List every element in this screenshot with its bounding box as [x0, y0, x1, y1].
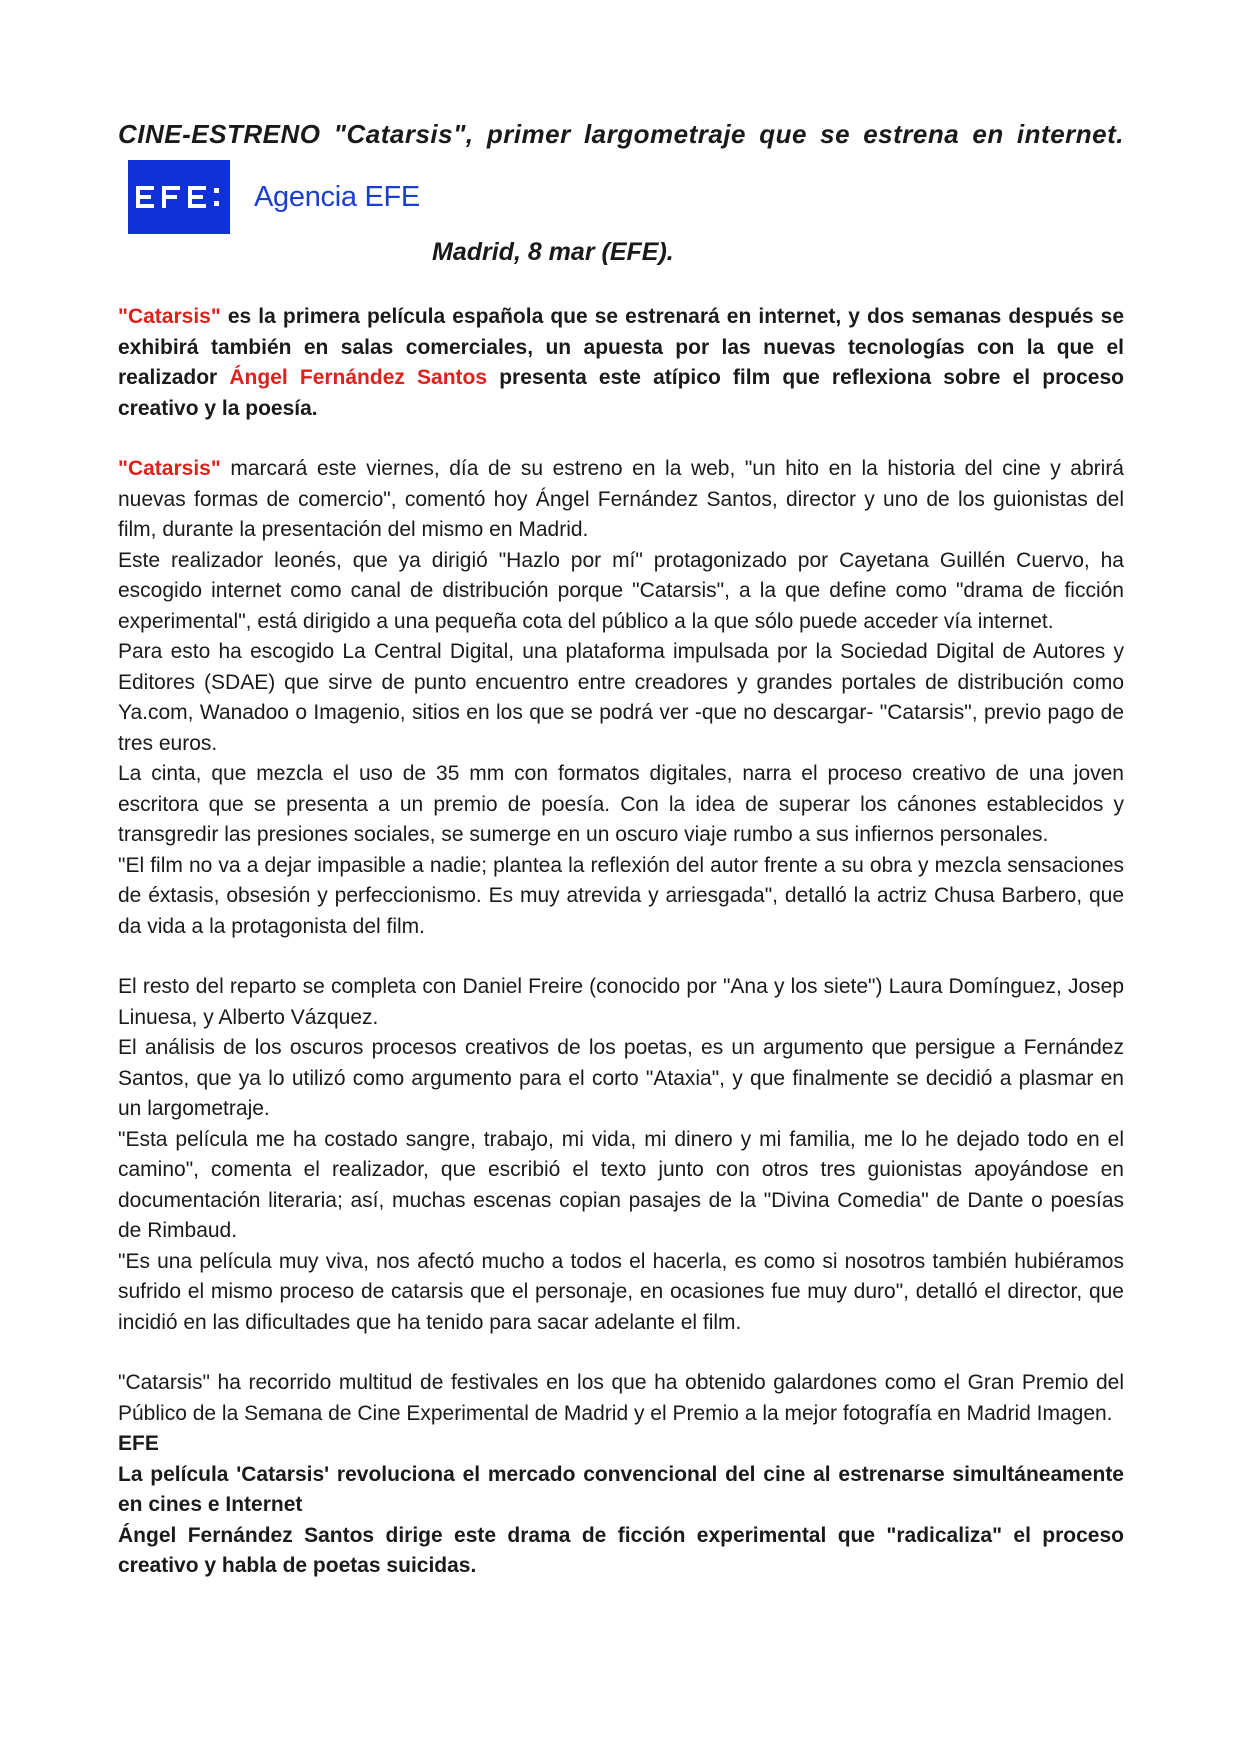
lead-text-1: es la primera película española que se estrenará en internet, y dos semanas después se exhibirá también en salas comerciales, un apuesta por las nuevas tecnologías con la que el realizador	[118, 305, 1124, 389]
paragraph-5: La cinta, que mezcla el uso de 35 mm con formatos digitales, narra el proceso creativo de una joven escritora que se presenta a un premio de poesía. Con la idea de superar los cánones establecidos y transgredir las presiones sociales, se sumerge en un oscuro viaje rumbo a sus infiernos personales.	[118, 762, 1124, 846]
film-title-highlight: "Catarsis"	[118, 457, 221, 480]
headline: CINE-ESTRENO "Catarsis", primer largometraje que se estrena en internet.	[118, 119, 1124, 149]
paragraph-3: Este realizador leonés, que ya dirigió "Hazlo por mí" protagonizado por Cayetana Guillén Cuervo, ha escogido internet como canal de distribución porque "Catarsis", a la que define como "drama de ficción experimental", está dirigido a una pequeña cota del público a la que sólo puede acceder vía internet.	[118, 548, 1124, 633]
lead-paragraph	[118, 302, 1124, 424]
dateline: Madrid, 8 mar (EFE).	[432, 238, 674, 266]
efe-logo-mark	[128, 160, 230, 234]
paragraph-11: "Catarsis" ha recorrido multitud de festivales en los que ha obtenido galardones como el Gran Premio del Público de la Semana de Cine Experimental de Madrid y el Premio a la mejor fotografía en Madrid Imagen.	[118, 1371, 1124, 1425]
agency-logo	[118, 158, 1124, 236]
paragraph-7: El resto del reparto se completa con Daniel Freire (conocido por "Ana y los siete") Laura Domínguez, Josep Linuesa, y Alberto Vázquez.	[118, 975, 1124, 1029]
film-title-highlight: "Catarsis"	[118, 305, 221, 328]
paragraph-6: "El film no va a dejar impasible a nadie; plantea la reflexión del autor frente a su obra y mezcla sensaciones de éxtasis, obsesión y perfeccionismo. Es muy atrevida y arriesgada", detalló la actriz Chusa Barbero, que da vida a la protagonista del film.	[118, 853, 1124, 938]
signature: EFE	[118, 1432, 159, 1455]
director-name-highlight: Ángel Fernández Santos	[229, 366, 488, 389]
lead-text-2: presenta este atípico film que reflexiona sobre el proceso creativo y la poesía.	[118, 366, 1124, 420]
paragraph-4: Para esto ha escogido La Central Digital, una plataforma impulsada por la Sociedad Digital de Autores y Editores (SDAE) que sirve de punto encuentro entre creadores y grandes portales de distribución como Ya.com, Wanadoo o Imagenio, sitios en los que se podrá ver -que no descargar- "Catarsis", previo pago de tres euros.	[118, 640, 1124, 755]
document-page	[118, 118, 1124, 1582]
agency-name: Agencia EFE	[254, 181, 420, 213]
paragraph-2-text: marcará este viernes, día de su estreno en la web, "un hito en la historia del cine y abrirá nuevas formas de comercio", comentó hoy Ángel Fernández Santos, director y uno de los guionistas del film, durante la presentación del mismo en Madrid.	[118, 457, 1124, 541]
summary-line-2: Ángel Fernández Santos dirige este drama de ficción experimental que "radicaliza" el proceso creativo y habla de poetas suicidas.	[118, 1523, 1124, 1577]
paragraph-2	[118, 454, 1124, 546]
paragraph-10: "Es una película muy viva, nos afectó mucho a todos el hacerla, es como si nosotros también hubiéramos sufrido el mismo proceso de catarsis que el personaje, en ocasiones fue muy duro", detalló el director, que incidió en las dificultades que ha tenido para sacar adelante el film.	[118, 1249, 1124, 1334]
paragraph-8: El análisis de los oscuros procesos creativos de los poetas, es un argumento que persigue a Fernández Santos, que ya lo utilizó como argumento para el corto "Ataxia", y que finalmente se decidió a plasmar en un largometraje.	[118, 1036, 1124, 1120]
summary-line-1: La película 'Catarsis' revoluciona el mercado convencional del cine al estrenarse simultáneamente en cines e Internet	[118, 1462, 1124, 1516]
article-body	[118, 302, 1124, 1582]
paragraph-9: "Esta película me ha costado sangre, trabajo, mi vida, mi dinero y mi familia, me lo he dejado todo en el camino", comenta el realizador, que escribió el texto junto con otros tres guionistas apoyándose en documentación literaria; así, muchas escenas copian pasajes de la "Divina Comedia" de Dante o poesías de Rimbaud.	[118, 1127, 1124, 1242]
